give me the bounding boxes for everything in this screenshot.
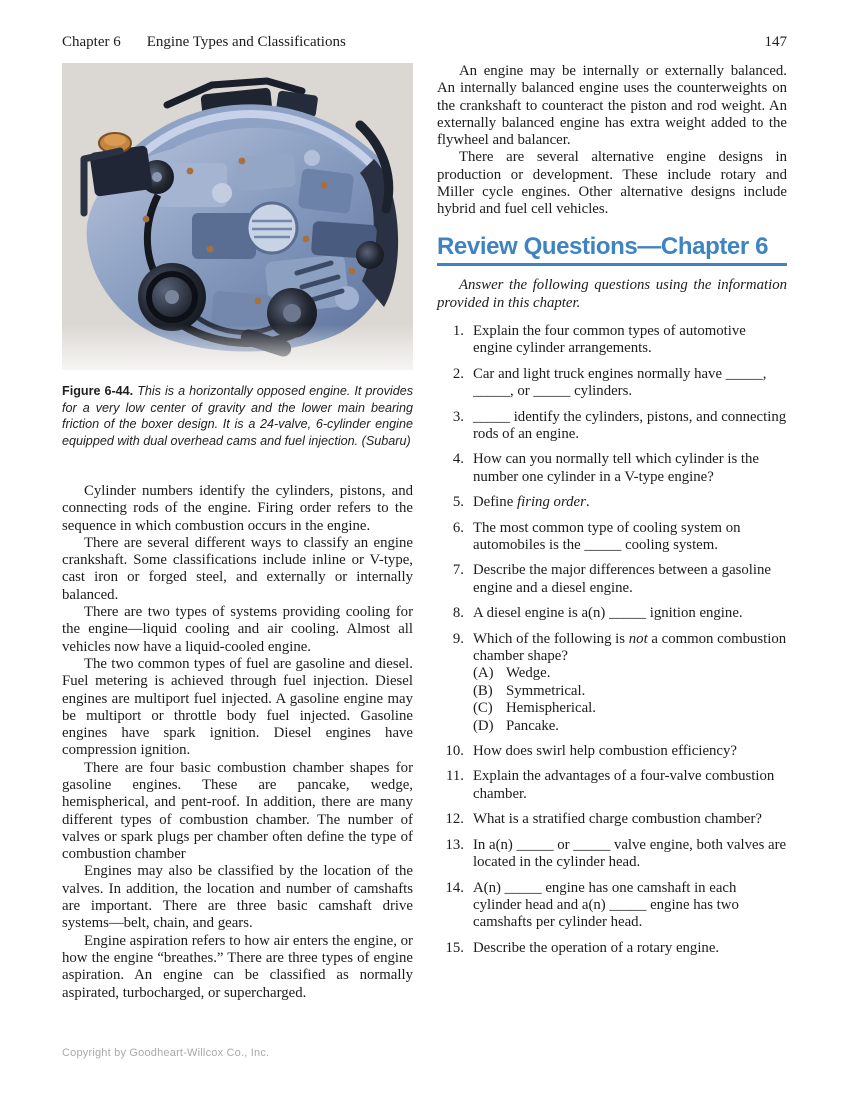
page-number: 147 [764,34,787,50]
question-number: 8. [452,605,464,622]
figure-6-44 [62,63,413,450]
question-text: Explain the advantages of a four-valve combustion chamber. [473,768,775,802]
question-item [437,366,787,401]
paragraph: There are several different ways to classify an engine crankshaft. Some classifications include inline or V-type, cast iron or forged steel, and externally or internally balanced. [62,534,413,603]
question-item [437,811,787,828]
question-text: In a(n) _____ or _____ valve engine, both valves are located in the cylinder head. [473,836,787,871]
question-text: How can you normally tell which cylinder is the number one cylinder in a V-type engine? [473,451,760,485]
question-number: 13. [445,836,464,853]
question-body [473,940,787,957]
question-text: Which of the following is not a common combustion chamber shape? [473,630,787,665]
question-item [437,562,787,597]
question-text: Explain the four common types of automotive engine cylinder arrangements. [473,322,746,357]
question-body [473,520,787,555]
running-head-chapter [62,34,346,51]
question-number: 14. [445,879,464,896]
running-head [62,34,787,51]
question-text: The most common type of cooling system on automobiles is the _____ cooling system. [473,519,741,554]
question-number: 5. [452,494,464,511]
question-item [437,520,787,555]
question-item [437,768,787,803]
paragraph: There are several alternative engine designs in production or development. These include rotary and Miller cycle engines. Other alternative designs include hybrid and fuel cell vehicles. [437,149,787,218]
answer-option [473,683,787,700]
question-body [473,451,787,486]
question-number: 2. [452,365,464,382]
question-item [437,494,787,511]
question-body [473,811,787,828]
option-label: (A) [473,665,494,682]
option-label: (C) [473,700,493,717]
review-questions-list [437,323,787,957]
question-number: 7. [452,562,464,579]
question-text: Describe the operation of a rotary engine. [473,939,720,956]
question-item [437,743,787,760]
question-item [437,880,787,932]
question-text: How does swirl help combustion efficiency? [473,743,737,760]
question-item [437,451,787,486]
question-number: 6. [452,519,464,536]
question-body [473,366,787,401]
review-intro: Answer the following questions using the information provided in this chapter. [437,277,787,311]
figure-caption [62,383,413,450]
figure-label: Figure 6-44. [62,384,134,398]
paragraph: The two common types of fuel are gasoline and diesel. Fuel metering is achieved through fuel injection. Diesel engines are multiport fuel injected. A gasoline engine may be multiport or throttle body fuel injected. Gasoline engines have spark ignition. Diesel engines have compression ignition. [62,655,413,759]
question-body [473,409,787,444]
chapter-label: Chapter 6 [62,34,121,50]
option-text: Symmetrical. [506,682,586,699]
question-number: 4. [452,451,464,468]
paragraph: Cylinder numbers identify the cylinders, pistons, and connecting rods of the engine. Firing order refers to the sequence in which combustion occurs in the engine. [62,482,413,534]
question-item [437,323,787,358]
chapter-title: Engine Types and Classifications [146,34,346,50]
question-number: 3. [452,408,464,425]
question-body [473,605,787,622]
paragraph: Engine aspiration refers to how air enters the engine, or how the engine “breathes.” There are three types of engine aspiration. An engine can be classified as normally aspirated, turbocharged, or supercharged. [62,932,413,1001]
question-item [437,631,787,735]
question-body [473,743,787,760]
question-number: 1. [452,322,464,339]
question-number: 10. [445,743,464,760]
figure-caption-text: This is a horizontally opposed engine. It provides for a very low center of gravity and the lower main bearing friction of the boxer design. It is a 24-valve, 6-cylinder engine equipped with dual overhead cams and fuel injection. (Subaru) [62,384,413,449]
question-item [437,837,787,872]
question-text: What is a stratified charge combustion chamber? [473,811,762,828]
question-text: Describe the major differences between a gasoline engine and a diesel engine. [473,562,771,596]
question-body [473,494,787,511]
copyright-notice: Copyright by Goodheart-Willcox Co., Inc. [62,1047,270,1059]
answer-option [473,700,787,717]
question-body [473,323,787,358]
question-text: _____ identify the cylinders, pistons, and connecting rods of an engine. [473,408,787,442]
paragraph: There are two types of systems providing cooling for the engine—liquid cooling and air cooling. Almost all vehicles now have a liquid-cooled engine. [62,604,413,655]
left-column-body [62,483,413,1002]
answer-option [473,718,787,735]
question-number: 12. [445,811,464,828]
question-number: 11. [446,768,464,785]
two-column-layout [62,63,787,1002]
right-column-body [437,63,787,219]
option-label: (D) [473,717,494,734]
question-item [437,409,787,444]
answer-option [473,665,787,682]
paragraph: Engines may also be classified by the location of the valves. In addition, the location and number of camshafts are important. There are three basic camshaft drive systems—belt, chain, and gears. [62,863,413,932]
question-body [473,768,787,803]
question-item [437,605,787,622]
option-text: Hemispherical. [506,700,596,717]
question-number: 15. [445,939,464,956]
option-text: Pancake. [506,717,559,734]
question-text: A diesel engine is a(n) _____ ignition engine. [473,605,743,622]
question-text: Car and light truck engines normally have _____, _____, or _____ cylinders. [473,365,767,400]
heading-rule [437,263,787,267]
review-questions-heading: Review Questions—Chapter 6 [437,232,769,260]
paragraph: There are four basic combustion chamber shapes for gasoline engines. These are pancake, wedge, hemispherical, and pent-roof. In addition, there are many different types of combustion chamber. The number of valves or spark plugs per chamber often define the type of combustion chamber [62,759,413,863]
question-item [437,940,787,957]
answer-options [473,665,787,735]
option-text: Wedge. [506,665,551,682]
question-body [473,880,787,932]
question-body [473,631,787,735]
paragraph: An engine may be internally or externally balanced. An internally balanced engine uses the counterweights on the crankshaft to counteract the piston and rod weight. An externally balanced engine has extra weight added to the flywheel and balancer. [437,63,787,149]
right-column [437,63,787,1002]
engine-photo [62,63,413,370]
left-column [62,63,413,1002]
question-text: A(n) _____ engine has one camshaft in each cylinder head and a(n) _____ engine has two camshafts per cylinder head. [473,879,739,931]
question-body [473,562,787,597]
question-number: 9. [452,630,464,647]
question-text: Define firing order. [473,494,590,511]
option-label: (B) [473,682,493,699]
question-body [473,837,787,872]
